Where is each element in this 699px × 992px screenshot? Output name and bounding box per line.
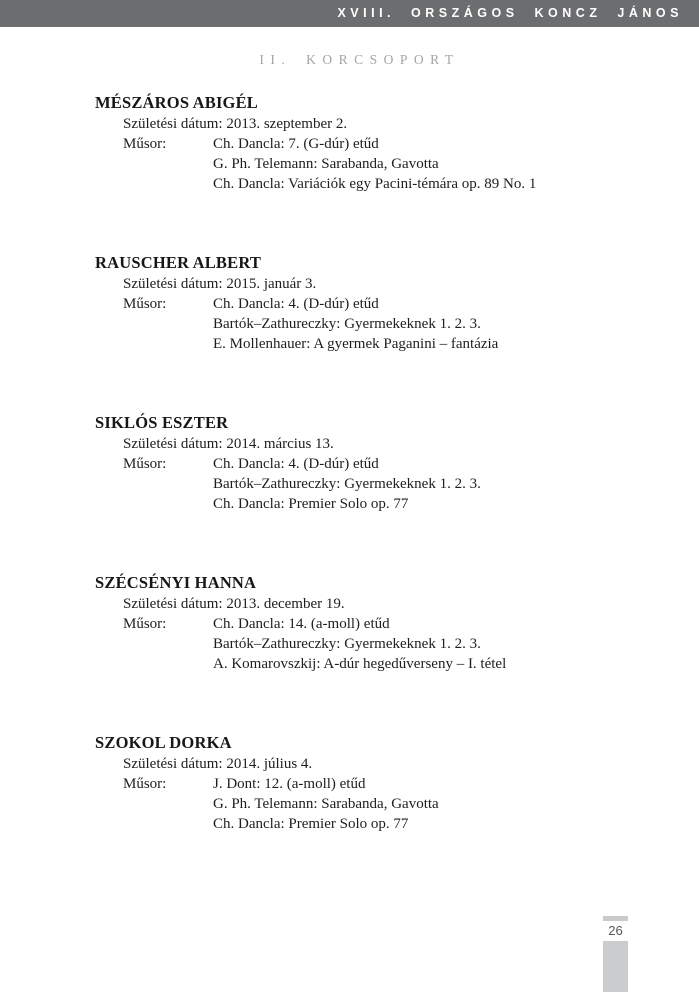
entry-program bbox=[95, 454, 615, 514]
program-piece: Ch. Dancla: 7. (G-dúr) etűd bbox=[213, 136, 379, 152]
program-pieces bbox=[213, 294, 498, 354]
entry bbox=[95, 252, 615, 412]
program-piece: Ch. Dancla: 4. (D-dúr) etűd bbox=[213, 456, 379, 472]
birth-value: 2013. december 19. bbox=[226, 596, 345, 612]
program-piece: Ch. Dancla: 14. (a-moll) etűd bbox=[213, 616, 390, 632]
program-piece: Bartók–Zathureczky: Gyermekeknek 1. 2. 3. bbox=[213, 636, 481, 652]
program-piece: E. Mollenhauer: A gyermek Paganini – fantázia bbox=[213, 336, 499, 352]
entry-birthdate bbox=[95, 594, 615, 614]
program-pieces bbox=[213, 774, 439, 834]
birth-value: 2013. szeptember 2. bbox=[226, 116, 348, 132]
header-title: XVIII. ORSZÁGOS KONCZ JÁNOS bbox=[337, 6, 683, 20]
entry-birthdate bbox=[95, 114, 615, 134]
program-label: Műsor: bbox=[123, 616, 167, 632]
birth-label: Születési dátum: bbox=[123, 276, 223, 292]
program-piece: A. Komarovszkij: A-dúr hegedűverseny – I. tétel bbox=[213, 656, 507, 672]
page-edge-block bbox=[603, 941, 628, 992]
entry-birthdate bbox=[95, 274, 615, 294]
birth-value: 2014. március 13. bbox=[226, 436, 334, 452]
program-piece: G. Ph. Telemann: Sarabanda, Gavotta bbox=[213, 796, 439, 812]
entry-name: SIKLÓS ESZTER bbox=[95, 413, 229, 432]
entry bbox=[95, 92, 615, 252]
birth-label: Születési dátum: bbox=[123, 756, 223, 772]
section-title: II. KORCSOPORT bbox=[259, 52, 460, 67]
program-pieces bbox=[213, 454, 481, 514]
entry bbox=[95, 732, 615, 892]
program-piece: Bartók–Zathureczky: Gyermekeknek 1. 2. 3. bbox=[213, 316, 481, 332]
entry-program bbox=[95, 774, 615, 834]
entry-name: MÉSZÁROS ABIGÉL bbox=[95, 93, 259, 112]
entry-program bbox=[95, 614, 615, 674]
program-piece: Ch. Dancla: Premier Solo op. 77 bbox=[213, 816, 409, 832]
entries-list bbox=[95, 92, 615, 892]
program-piece: Ch. Dancla: 4. (D-dúr) etűd bbox=[213, 296, 379, 312]
program-piece: Ch. Dancla: Premier Solo op. 77 bbox=[213, 496, 409, 512]
birth-value: 2014. július 4. bbox=[226, 756, 313, 772]
program-label: Műsor: bbox=[123, 296, 167, 312]
entry-birthdate bbox=[95, 434, 615, 454]
program-piece: Ch. Dancla: Variációk egy Pacini-témára op. 89 No. 1 bbox=[213, 176, 537, 192]
program-piece: Bartók–Zathureczky: Gyermekeknek 1. 2. 3. bbox=[213, 476, 481, 492]
birth-label: Születési dátum: bbox=[123, 116, 223, 132]
program-piece: J. Dont: 12. (a-moll) etűd bbox=[213, 776, 366, 792]
entry-birthdate bbox=[95, 754, 615, 774]
birth-label: Születési dátum: bbox=[123, 596, 223, 612]
birth-value: 2015. január 3. bbox=[226, 276, 317, 292]
entry-name: SZÉCSÉNYI HANNA bbox=[95, 573, 257, 592]
page-number: 26 bbox=[608, 923, 623, 938]
program-label: Műsor: bbox=[123, 456, 167, 472]
program-label: Műsor: bbox=[123, 776, 167, 792]
birth-label: Születési dátum: bbox=[123, 436, 223, 452]
program-pieces bbox=[213, 614, 506, 674]
entry-program bbox=[95, 134, 615, 194]
header-bar bbox=[0, 0, 699, 27]
entry-name: SZOKOL DORKA bbox=[95, 733, 232, 752]
entry-program bbox=[95, 294, 615, 354]
entry bbox=[95, 412, 615, 572]
program-pieces bbox=[213, 134, 536, 194]
program-piece: G. Ph. Telemann: Sarabanda, Gavotta bbox=[213, 156, 439, 172]
entry-name: RAUSCHER ALBERT bbox=[95, 253, 262, 272]
program-label: Műsor: bbox=[123, 136, 167, 152]
entry bbox=[95, 572, 615, 732]
